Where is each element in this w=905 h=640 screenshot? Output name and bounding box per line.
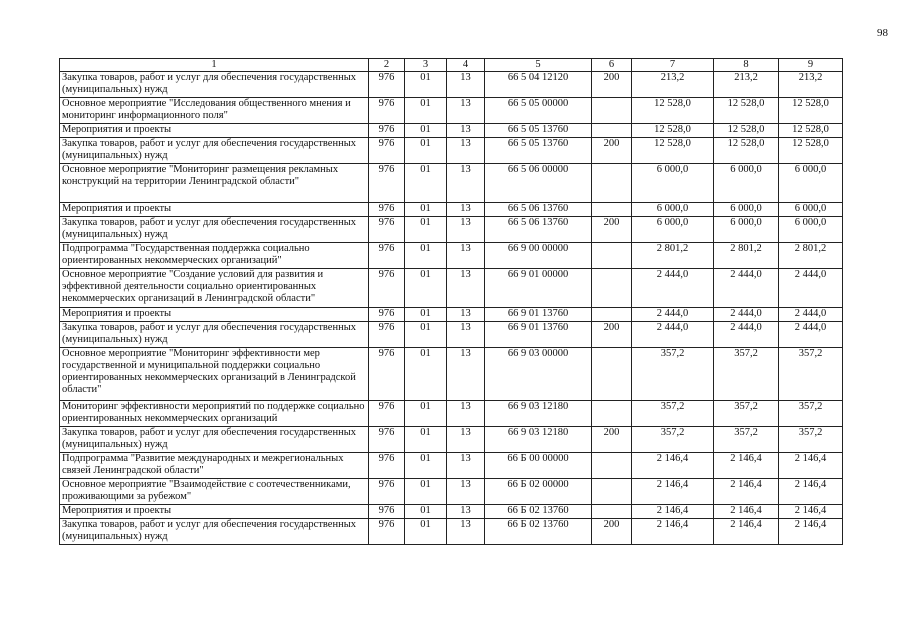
amount-col9: 6 000,0 [779,203,843,217]
code-section: 01 [405,519,447,545]
code-subsection: 13 [447,269,485,308]
expense-type: 200 [592,519,632,545]
column-header: 6 [592,59,632,72]
code-ministry: 976 [369,401,405,427]
code-subsection: 13 [447,243,485,269]
code-subsection: 13 [447,138,485,164]
target-article: 66 Б 02 13760 [485,505,592,519]
code-section: 01 [405,453,447,479]
row-name: Основное мероприятие "Исследования общественного мнения и мониторинг информационного поля" [60,98,369,124]
target-article: 66 Б 02 13760 [485,519,592,545]
code-ministry: 976 [369,217,405,243]
code-section: 01 [405,164,447,203]
table-row [60,308,843,322]
row-name: Основное мероприятие "Мониторинг эффективности мер государственной и муниципальной поддержки социально ориентированных некоммерческих организаций в Ленинградской области" [60,348,369,401]
budget-table [59,58,843,545]
target-article: 66 9 03 00000 [485,348,592,401]
row-name: Основное мероприятие "Создание условий для развития и эффективной деятельности социально ориентированных некоммерческих организаций в Ленинградской области" [60,269,369,308]
amount-col8: 213,2 [714,72,779,98]
row-name: Закупка товаров, работ и услуг для обеспечения государственных (муниципальных) нужд [60,72,369,98]
expense-type [592,505,632,519]
row-name: Мероприятия и проекты [60,124,369,138]
amount-col9: 2 146,4 [779,453,843,479]
amount-col7: 357,2 [632,348,714,401]
code-ministry: 976 [369,519,405,545]
amount-col8: 357,2 [714,401,779,427]
expense-type [592,203,632,217]
expense-type [592,348,632,401]
target-article: 66 5 06 13760 [485,217,592,243]
code-ministry: 976 [369,98,405,124]
code-ministry: 976 [369,348,405,401]
amount-col8: 357,2 [714,348,779,401]
target-article: 66 5 05 00000 [485,98,592,124]
code-subsection: 13 [447,217,485,243]
amount-col7: 213,2 [632,72,714,98]
amount-col9: 6 000,0 [779,217,843,243]
code-section: 01 [405,72,447,98]
row-name: Подпрограмма "Развитие международных и межрегиональных связей Ленинградской области" [60,453,369,479]
amount-col7: 2 444,0 [632,269,714,308]
amount-col7: 6 000,0 [632,164,714,203]
column-header: 4 [447,59,485,72]
amount-col7: 2 801,2 [632,243,714,269]
amount-col8: 2 146,4 [714,505,779,519]
row-name: Мероприятия и проекты [60,308,369,322]
code-section: 01 [405,203,447,217]
code-ministry: 976 [369,427,405,453]
amount-col9: 2 444,0 [779,269,843,308]
expense-type [592,308,632,322]
code-ministry: 976 [369,138,405,164]
table-row [60,453,843,479]
amount-col8: 2 444,0 [714,269,779,308]
amount-col7: 357,2 [632,427,714,453]
target-article: 66 5 06 00000 [485,164,592,203]
row-name: Мероприятия и проекты [60,505,369,519]
table-row [60,98,843,124]
row-name: Закупка товаров, работ и услуг для обеспечения государственных (муниципальных) нужд [60,217,369,243]
code-section: 01 [405,269,447,308]
expense-type [592,243,632,269]
amount-col9: 357,2 [779,427,843,453]
target-article: 66 9 03 12180 [485,401,592,427]
expense-type [592,401,632,427]
amount-col9: 213,2 [779,72,843,98]
amount-col8: 12 528,0 [714,124,779,138]
expense-type [592,269,632,308]
amount-col8: 2 146,4 [714,519,779,545]
row-name: Подпрограмма "Государственная поддержка социально ориентированных некоммерческих организаций" [60,243,369,269]
expense-type: 200 [592,138,632,164]
code-ministry: 976 [369,453,405,479]
code-section: 01 [405,479,447,505]
amount-col7: 2 146,4 [632,453,714,479]
expense-type [592,164,632,203]
code-section: 01 [405,505,447,519]
column-header: 7 [632,59,714,72]
amount-col8: 2 801,2 [714,243,779,269]
amount-col7: 357,2 [632,401,714,427]
code-subsection: 13 [447,164,485,203]
amount-col8: 357,2 [714,427,779,453]
amount-col8: 2 444,0 [714,322,779,348]
table-row [60,348,843,401]
expense-type [592,124,632,138]
table-row [60,72,843,98]
table-row [60,479,843,505]
expense-type [592,453,632,479]
amount-col8: 6 000,0 [714,203,779,217]
target-article: 66 5 05 13760 [485,138,592,164]
table-row [60,124,843,138]
target-article: 66 5 06 13760 [485,203,592,217]
table-row [60,243,843,269]
target-article: 66 5 05 13760 [485,124,592,138]
target-article: 66 9 01 00000 [485,269,592,308]
code-subsection: 13 [447,348,485,401]
code-ministry: 976 [369,322,405,348]
expense-type [592,98,632,124]
code-subsection: 13 [447,401,485,427]
code-subsection: 13 [447,72,485,98]
amount-col8: 2 146,4 [714,479,779,505]
code-subsection: 13 [447,479,485,505]
code-subsection: 13 [447,453,485,479]
code-section: 01 [405,98,447,124]
column-header: 9 [779,59,843,72]
row-name: Основное мероприятие "Взаимодействие с соотечественниками, проживающими за рубежом" [60,479,369,505]
code-ministry: 976 [369,308,405,322]
code-ministry: 976 [369,243,405,269]
table-row [60,164,843,203]
column-header: 1 [60,59,369,72]
amount-col9: 2 146,4 [779,479,843,505]
code-ministry: 976 [369,479,405,505]
amount-col8: 6 000,0 [714,164,779,203]
code-ministry: 976 [369,505,405,519]
amount-col9: 12 528,0 [779,98,843,124]
row-name: Закупка товаров, работ и услуг для обеспечения государственных (муниципальных) нужд [60,138,369,164]
amount-col8: 6 000,0 [714,217,779,243]
amount-col9: 2 444,0 [779,322,843,348]
table-row [60,269,843,308]
amount-col7: 12 528,0 [632,138,714,164]
target-article: 66 9 03 12180 [485,427,592,453]
amount-col7: 6 000,0 [632,217,714,243]
code-subsection: 13 [447,505,485,519]
amount-col8: 2 444,0 [714,308,779,322]
column-header: 8 [714,59,779,72]
table-row [60,427,843,453]
expense-type: 200 [592,427,632,453]
table-row [60,519,843,545]
page-number: 98 [877,27,888,39]
amount-col7: 12 528,0 [632,98,714,124]
code-ministry: 976 [369,72,405,98]
expense-type: 200 [592,322,632,348]
amount-col8: 12 528,0 [714,138,779,164]
amount-col9: 2 146,4 [779,519,843,545]
table-row [60,138,843,164]
code-ministry: 976 [369,164,405,203]
row-name: Закупка товаров, работ и услуг для обеспечения государственных (муниципальных) нужд [60,519,369,545]
amount-col8: 2 146,4 [714,453,779,479]
code-ministry: 976 [369,269,405,308]
amount-col7: 6 000,0 [632,203,714,217]
amount-col7: 2 444,0 [632,322,714,348]
target-article: 66 Б 00 00000 [485,453,592,479]
amount-col9: 2 444,0 [779,308,843,322]
amount-col9: 12 528,0 [779,138,843,164]
amount-col7: 2 146,4 [632,479,714,505]
row-name: Основное мероприятие "Мониторинг размещения рекламных конструкций на территории Ленинградской области" [60,164,369,203]
column-header: 5 [485,59,592,72]
code-ministry: 976 [369,124,405,138]
target-article: 66 9 01 13760 [485,308,592,322]
amount-col9: 2 801,2 [779,243,843,269]
column-header: 2 [369,59,405,72]
row-name: Закупка товаров, работ и услуг для обеспечения государственных (муниципальных) нужд [60,427,369,453]
target-article: 66 5 04 12120 [485,72,592,98]
amount-col7: 2 146,4 [632,519,714,545]
code-section: 01 [405,243,447,269]
code-section: 01 [405,322,447,348]
code-section: 01 [405,427,447,453]
code-subsection: 13 [447,322,485,348]
code-subsection: 13 [447,427,485,453]
target-article: 66 Б 02 00000 [485,479,592,505]
amount-col7: 2 146,4 [632,505,714,519]
row-name: Мероприятия и проекты [60,203,369,217]
target-article: 66 9 01 13760 [485,322,592,348]
table-row [60,505,843,519]
target-article: 66 9 00 00000 [485,243,592,269]
amount-col7: 12 528,0 [632,124,714,138]
amount-col9: 12 528,0 [779,124,843,138]
code-subsection: 13 [447,519,485,545]
amount-col9: 6 000,0 [779,164,843,203]
amount-col9: 357,2 [779,401,843,427]
header-row [60,59,843,72]
table-row [60,322,843,348]
code-ministry: 976 [369,203,405,217]
amount-col7: 2 444,0 [632,308,714,322]
expense-type: 200 [592,217,632,243]
amount-col9: 2 146,4 [779,505,843,519]
code-section: 01 [405,124,447,138]
table-row [60,203,843,217]
code-subsection: 13 [447,308,485,322]
amount-col8: 12 528,0 [714,98,779,124]
table-row [60,217,843,243]
row-name: Закупка товаров, работ и услуг для обеспечения государственных (муниципальных) нужд [60,322,369,348]
table-row [60,401,843,427]
code-subsection: 13 [447,203,485,217]
code-subsection: 13 [447,124,485,138]
code-section: 01 [405,348,447,401]
row-name: Мониторинг эффективности мероприятий по поддержке социально ориентированных некоммерческих организаций [60,401,369,427]
expense-type [592,479,632,505]
amount-col9: 357,2 [779,348,843,401]
code-section: 01 [405,308,447,322]
code-subsection: 13 [447,98,485,124]
expense-type: 200 [592,72,632,98]
code-section: 01 [405,401,447,427]
code-section: 01 [405,217,447,243]
column-header: 3 [405,59,447,72]
code-section: 01 [405,138,447,164]
